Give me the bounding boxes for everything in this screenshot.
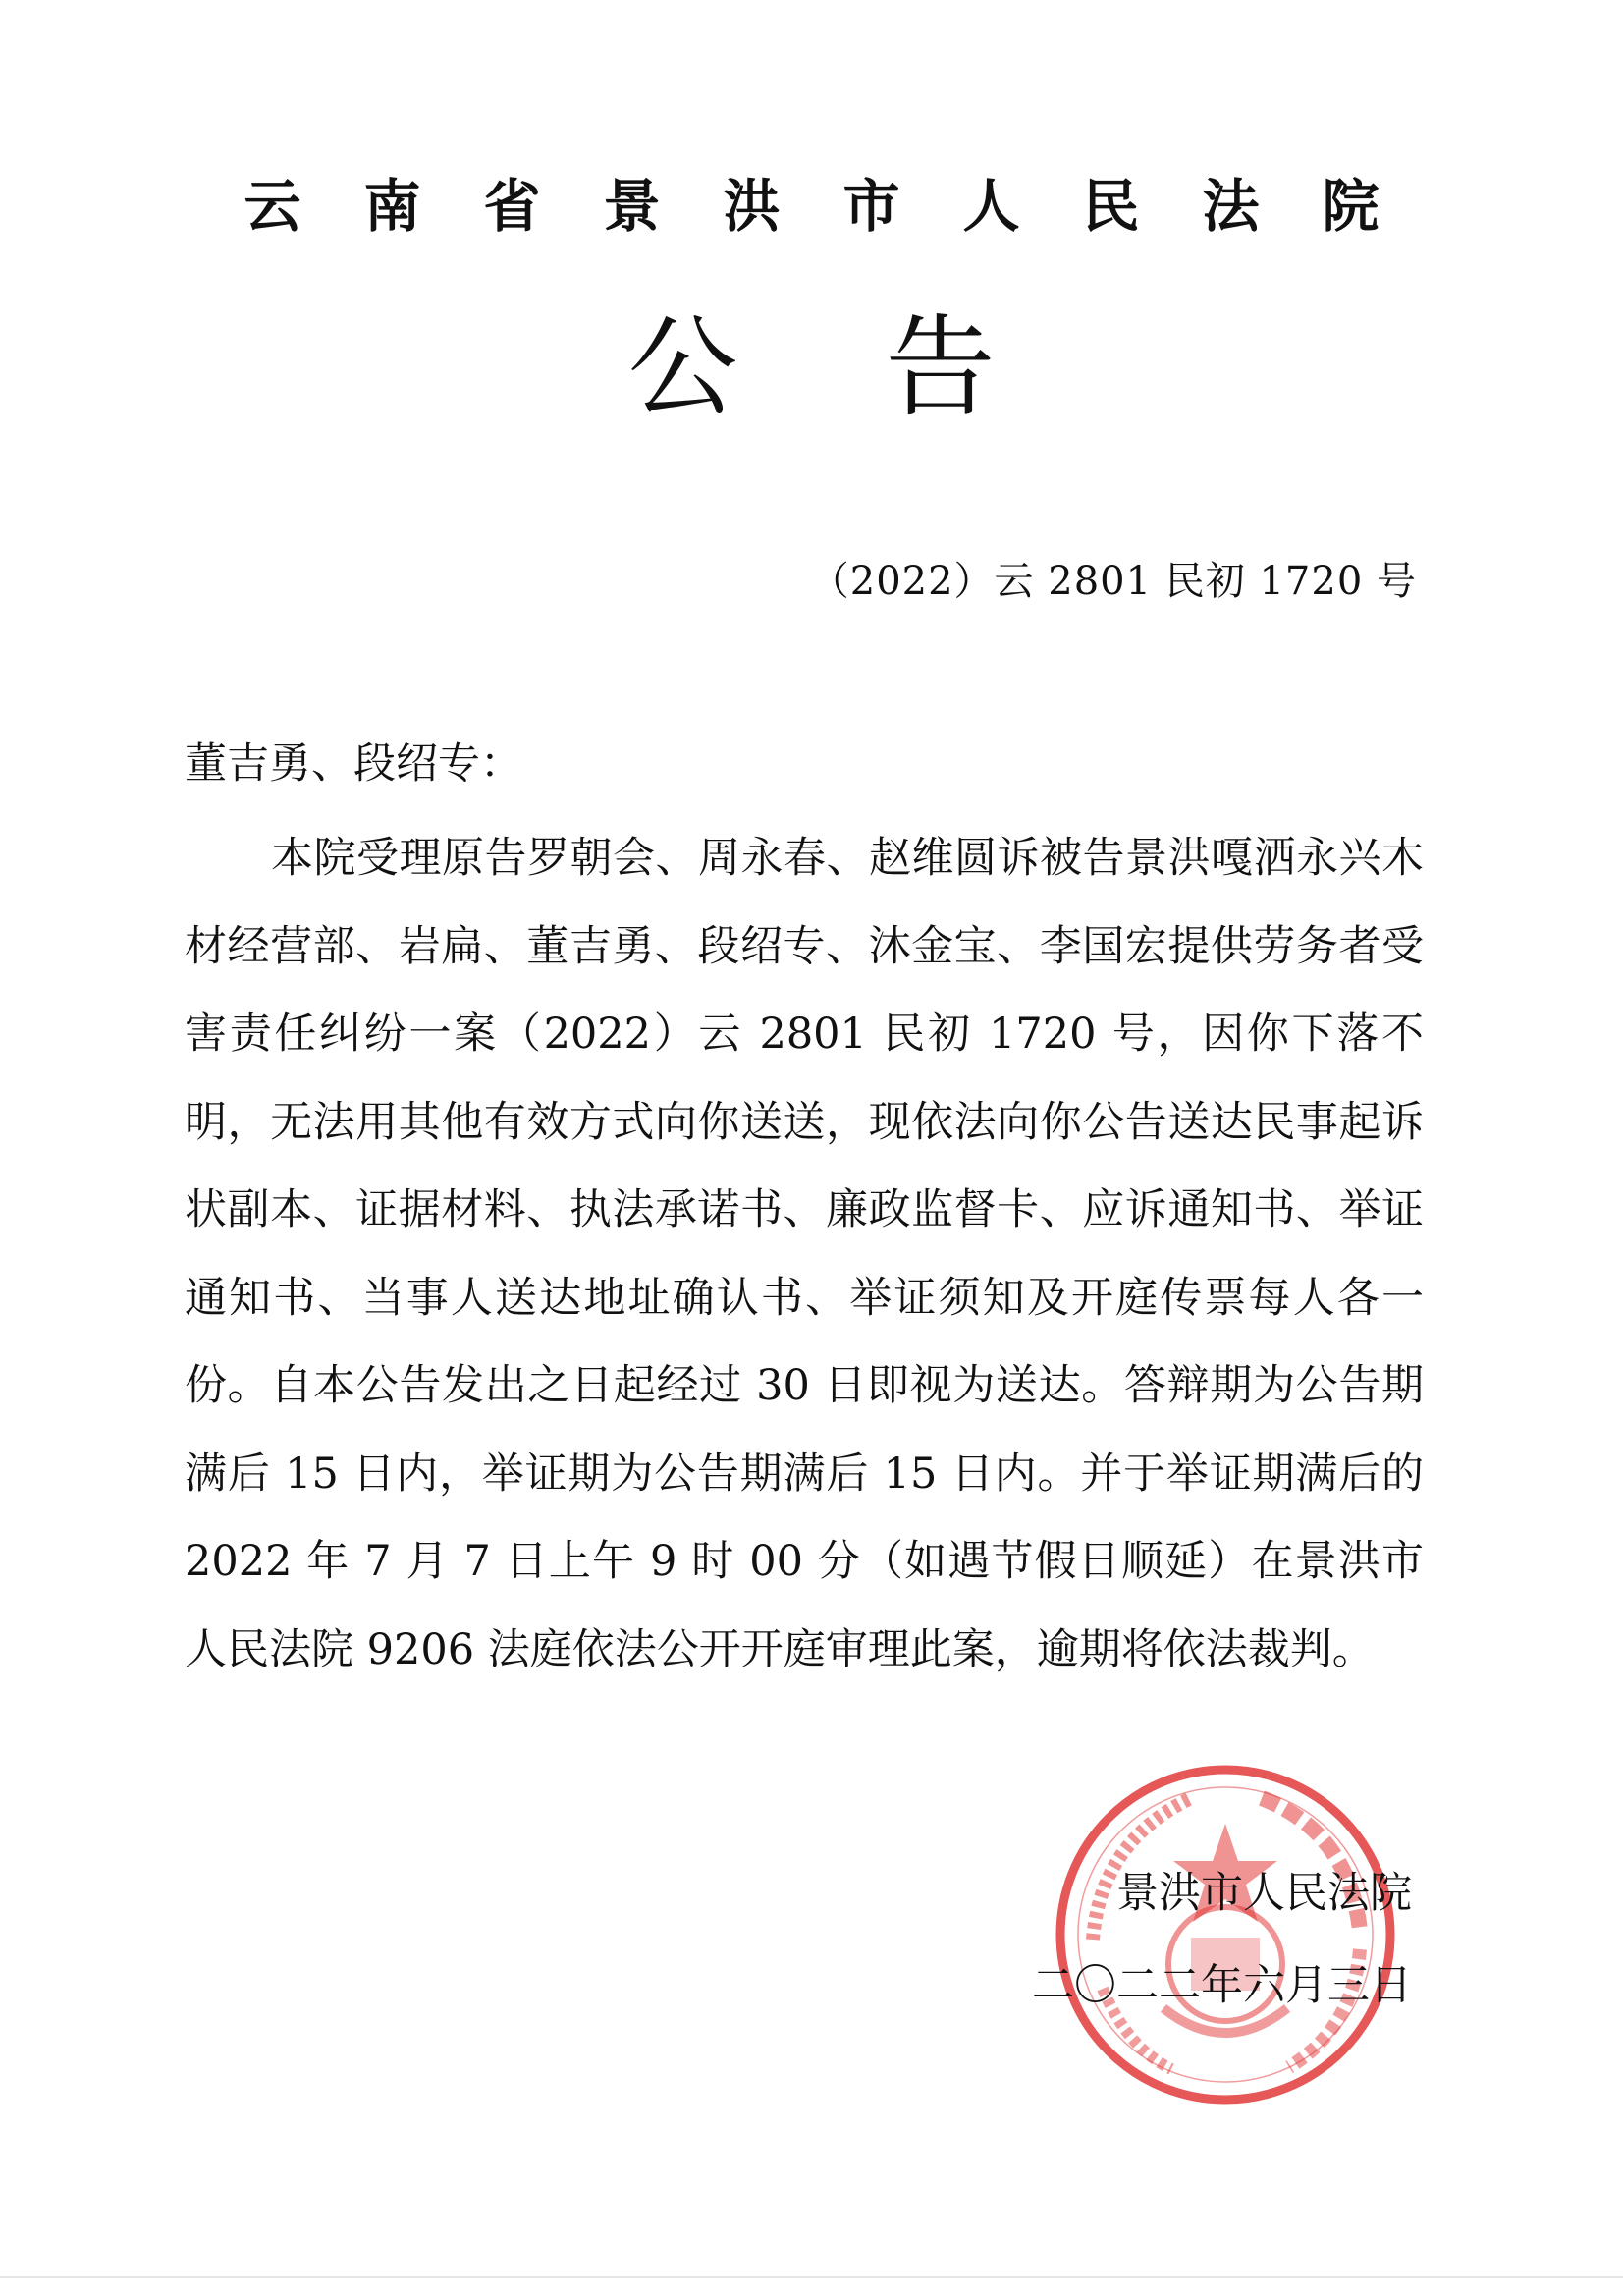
case-number: （2022）云 2801 民初 1720 号 <box>809 559 1417 604</box>
notice-body: 本院受理原告罗朝会、周永春、赵维圆诉被告景洪嘎洒永兴木材经营部、岩扁、董吉勇、段绍专、沐金宝、李国宏提供劳务者受害责任纠纷一案（2022）云 2801 民初 1720 号，因你下落不明，无法用其他有效方式向你送送，现依法向你公告送达民事起诉状副本、证据材料、执法承诺书、廉政监督卡、应诉通知书、举证通知书、当事人送达地址确认书、举证须知及开庭传票每人各一份。自本公告发出之日起经过 30 日即视为送达。答辩期为公告期满后 15 日内，举证期为公告期满后 15 日内。并于举证期满后的 2022 年 7 月 7 日上午 9 时 00 分（如遇节假日顺延）在景洪市人民法院 9206 法庭依法公开开庭审理此案，逾期将依法裁判。 <box>185 834 1424 1674</box>
addressee: 董吉勇、段绍专： <box>185 739 522 789</box>
document-title: 公告 <box>627 304 1143 432</box>
signature-date: 二〇二二年六月三日 <box>1032 1961 1412 2010</box>
court-name-heading: 云南省景洪市人民法院 <box>243 173 1442 240</box>
court-seal-icon <box>1054 1763 1397 2106</box>
page-bottom-rule <box>0 2276 1623 2278</box>
signature-court: 景洪市人民法院 <box>1116 1869 1412 1918</box>
